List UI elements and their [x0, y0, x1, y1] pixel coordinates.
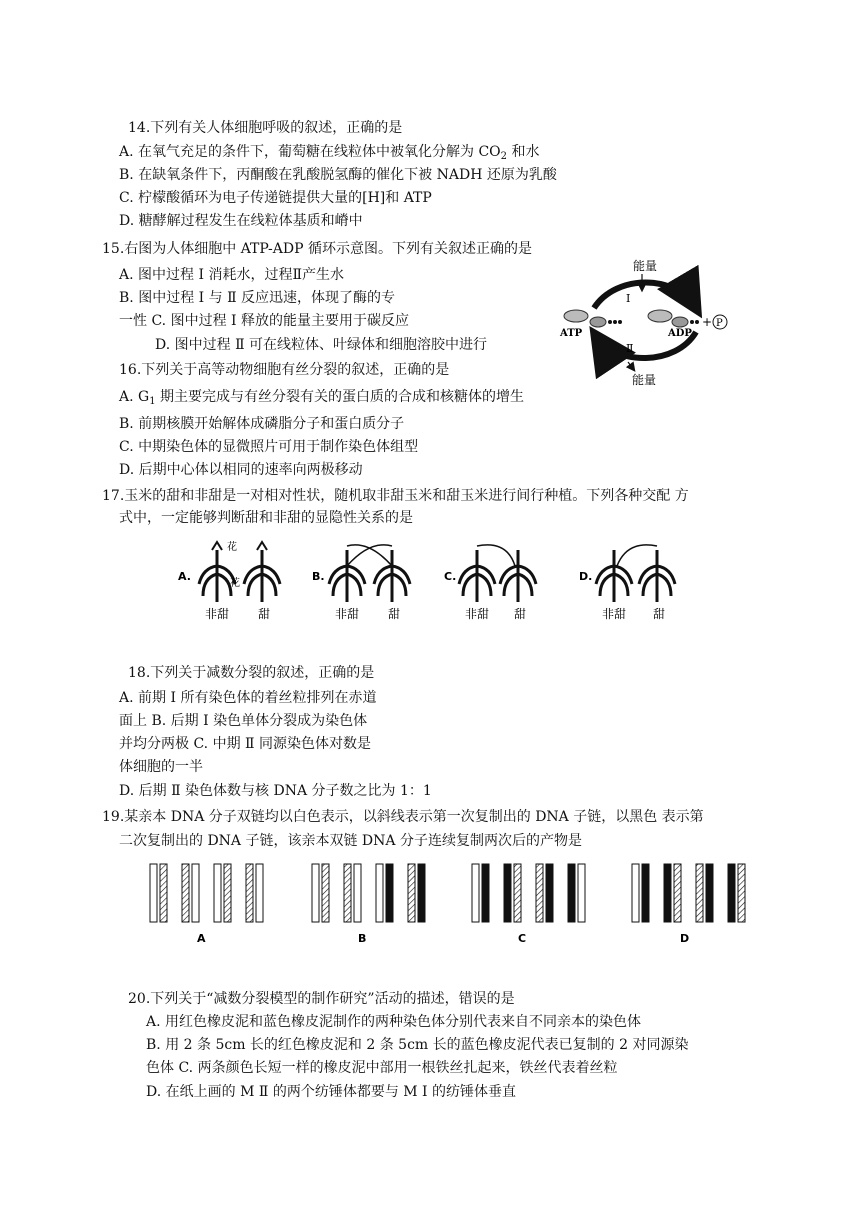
corn-option-c [444, 545, 536, 621]
svg-text:C.: C. [444, 570, 457, 583]
q17-stem-line-1: 17.玉米的甜和非甜是一对相对性状，随机取非甜玉米和甜玉米进行间行种植。下列各种交配 方 [102, 488, 689, 504]
q15-option-b-continued-c: 一性 C. 图中过程 Ⅰ 释放的能量主要用于碳反应 [119, 313, 409, 329]
pollination-arrow-icon [617, 545, 657, 566]
dna-strand [536, 864, 543, 922]
pollination-arrow-icon [347, 545, 392, 566]
corn-planting-figure [172, 536, 687, 622]
atp-ribose-icon [590, 317, 606, 327]
atp-label: ATP [560, 328, 583, 339]
dna-strand [664, 864, 671, 922]
dna-strand [418, 864, 425, 922]
atp-adenosine-icon [564, 310, 588, 322]
pollination-arrow-icon [477, 545, 515, 566]
dna-strand [674, 864, 681, 922]
dna-option-c-label: C [518, 932, 527, 945]
q20-option-b: B. 用 2 条 5cm 长的红色橡皮泥和 2 条 5cm 长的蓝色橡皮泥代表已复制的 2 对同源染 [146, 1037, 689, 1053]
dna-strand [150, 864, 157, 922]
dna-strand [192, 864, 199, 922]
energy-top-label: 能量 [633, 259, 658, 273]
dna-strand [472, 864, 479, 922]
svg-text:甜: 甜 [258, 607, 271, 621]
q18-line-4: 体细胞的一半 [119, 759, 203, 775]
corn-option-d [579, 545, 675, 621]
dna-option-d-label: D [680, 932, 690, 945]
svg-text:甜: 甜 [653, 607, 666, 621]
svg-text:甜: 甜 [388, 607, 401, 621]
svg-text:甜: 甜 [514, 607, 527, 621]
energy-bottom-label: 能量 [632, 373, 657, 387]
svg-text:A.: A. [178, 570, 191, 583]
svg-text:D.: D. [579, 570, 593, 583]
dna-strand [312, 864, 319, 922]
q15-stem: 15.右图为人体细胞中 ATP-ADP 循环示意图。下列有关叙述正确的是 [102, 241, 532, 257]
q14-option-c: C. 柠檬酸循环为电子传递链提供大量的[H]和 ATP [119, 190, 432, 206]
q19-stem-line-2: 二次复制出的 DNA 子链，该亲本双链 DNA 分子连续复制两次后的产物是 [119, 833, 582, 849]
q15-option-b: B. 图中过程 Ⅰ 与 Ⅱ 反应迅速，体现了酶的专 [119, 290, 396, 306]
dna-strand [246, 864, 253, 922]
dna-strand [642, 864, 649, 922]
corn-option-a [178, 540, 280, 621]
q16-option-c: C. 中期染色体的显微照片可用于制作染色体组型 [119, 439, 419, 455]
process-1-label: Ⅰ [626, 292, 631, 305]
dna-strand [546, 864, 553, 922]
adp-adenosine-icon [648, 310, 672, 322]
q16-option-d: D. 后期中心体以相同的速率向两极移动 [119, 462, 363, 478]
process-1-arrow [594, 283, 696, 309]
dna-strand [504, 864, 511, 922]
q15-option-d: D. 图中过程 Ⅱ 可在线粒体、叶绿体和细胞溶胶中进行 [155, 337, 488, 353]
dna-strand [738, 864, 745, 922]
adp-ribose-icon [672, 317, 688, 327]
svg-text:花: 花 [227, 542, 237, 553]
svg-text:花: 花 [230, 578, 240, 589]
atp-adp-cycle-figure [556, 256, 746, 390]
dna-strand [376, 864, 383, 922]
q18-line-1: A. 前期 Ⅰ 所有染色体的着丝粒排列在赤道 [119, 690, 377, 706]
q18-line-2: 面上 B. 后期 Ⅰ 染色单体分裂成为染色体 [119, 713, 368, 729]
q14-option-a: A. 在氧气充足的条件下，葡萄糖在线粒体中被氧化分解为 $CO_2$ 和水 [119, 144, 540, 162]
dna-strand [322, 864, 329, 922]
process-2-label: Ⅱ [626, 342, 634, 355]
dna-strand [354, 864, 361, 922]
svg-text:非甜: 非甜 [602, 607, 627, 621]
dna-strand [386, 864, 393, 922]
dna-strand [728, 864, 735, 922]
dna-strand [408, 864, 415, 922]
dna-replication-figure [140, 856, 760, 952]
q18-line-3: 并均分两极 C. 中期 Ⅱ 同源染色体对数是 [119, 736, 371, 752]
dna-strand [344, 864, 351, 922]
svg-text:+: + [702, 315, 713, 329]
svg-text:非甜: 非甜 [465, 607, 490, 621]
dna-strand [632, 864, 639, 922]
dna-strand [224, 864, 231, 922]
dna-strand [706, 864, 713, 922]
adp-label: ADP [668, 328, 692, 339]
svg-text:非甜: 非甜 [205, 607, 230, 621]
q17-stem-line-2: 式中，一定能够判断甜和非甜的显隐性关系的是 [119, 510, 413, 526]
dna-option-b-label: B [358, 932, 367, 945]
corn-plant-sweet-icon [244, 542, 280, 602]
dna-strand [214, 864, 221, 922]
dna-strand [696, 864, 703, 922]
corn-option-b [312, 545, 410, 621]
q16-option-a: A. $G_1$ 期主要完成与有丝分裂有关的蛋白质的合成和核糖体的增生 [119, 389, 525, 407]
q14-option-d: D. 糖酵解过程发生在线粒体基质和嵴中 [119, 213, 363, 229]
q15-option-a: A. 图中过程 Ⅰ 消耗水，过程Ⅱ产生水 [119, 267, 344, 283]
dna-strand [482, 864, 489, 922]
dna-strand [256, 864, 263, 922]
svg-text:非甜: 非甜 [335, 607, 360, 621]
dna-strand [514, 864, 521, 922]
q16-option-b: B. 前期核膜开始解体成磷脂分子和蛋白质分子 [119, 416, 405, 432]
dna-strand [568, 864, 575, 922]
q14-stem: 14.下列有关人体细胞呼吸的叙述，正确的是 [128, 120, 403, 136]
q20-option-d: D. 在纸上画的 M Ⅱ 的两个纺锤体都要与 M Ⅰ 的纺锤体垂直 [146, 1084, 517, 1100]
q20-option-a: A. 用红色橡皮泥和蓝色橡皮泥制作的两种染色体分别代表来自不同亲本的染色体 [146, 1014, 642, 1030]
q20-option-b-continued-c: 色体 C. 两条颜色长短一样的橡皮泥中部用一根铁丝扎起来，铁丝代表着丝粒 [146, 1060, 618, 1076]
dna-strand [160, 864, 167, 922]
q20-stem: 20.下列关于“减数分裂模型的制作研究”活动的描述，错误的是 [128, 991, 515, 1007]
svg-text:B.: B. [312, 570, 325, 583]
q18-option-d: D. 后期 Ⅱ 染色体数与核 DNA 分子数之比为 1：1 [119, 783, 432, 799]
q19-stem-line-1: 19.某亲本 DNA 分子双链均以白色表示，以斜线表示第一次复制出的 DNA 子链，以黑色 表示第 [102, 809, 704, 825]
dna-strand [182, 864, 189, 922]
q18-stem: 18.下列关于减数分裂的叙述，正确的是 [128, 665, 375, 681]
q16-stem: 16.下列关于高等动物细胞有丝分裂的叙述，正确的是 [119, 362, 450, 378]
phosphate-label: P [716, 318, 723, 329]
dna-strand [578, 864, 585, 922]
dna-option-a-label: A [197, 932, 206, 945]
q14-option-b: B. 在缺氧条件下，丙酮酸在乳酸脱氢酶的催化下被 NADH 还原为乳酸 [119, 167, 557, 183]
